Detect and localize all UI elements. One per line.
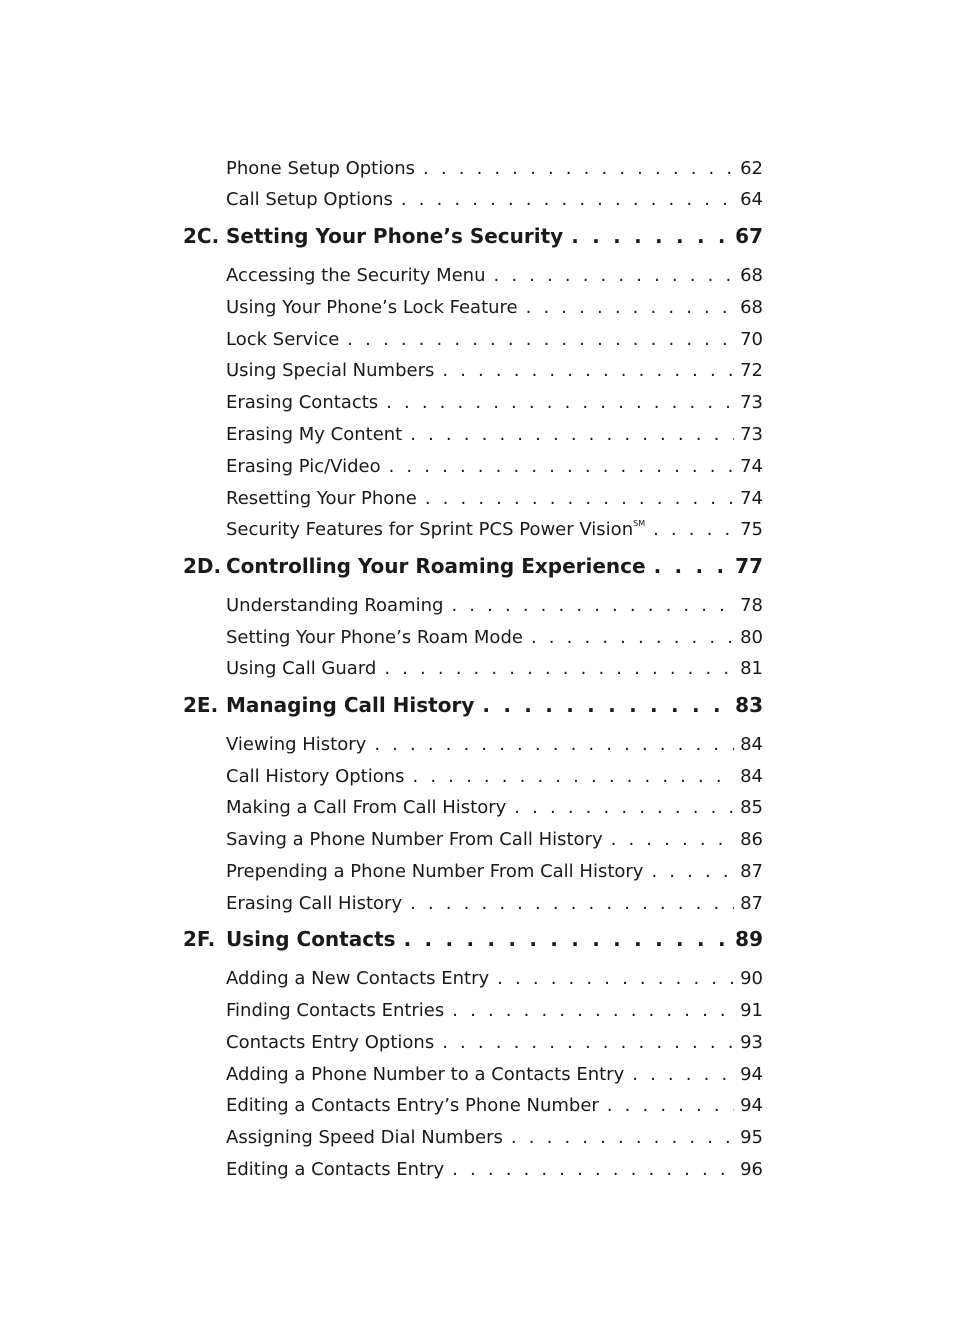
page-number: 85 <box>740 797 763 818</box>
toc-entry[interactable] <box>226 893 763 921</box>
toc-entry[interactable] <box>226 189 763 217</box>
page-number: 86 <box>740 829 763 850</box>
toc-section-heading[interactable] <box>183 224 763 252</box>
entry-label-text: Adding a New Contacts Entry <box>226 968 490 989</box>
toc-entry[interactable] <box>226 1095 763 1123</box>
dot-leader <box>386 392 734 413</box>
toc-entry[interactable] <box>226 1159 763 1187</box>
dot-leader <box>384 658 734 679</box>
entry-label-text: Controlling Your Roaming Experience <box>226 554 646 578</box>
entry-title <box>226 658 376 679</box>
page-number: 80 <box>740 627 763 648</box>
toc-entry[interactable] <box>226 766 763 794</box>
entry-label-text: Setting Your Phone’s Security <box>226 224 564 248</box>
dot-leader <box>451 595 734 616</box>
page-number: 73 <box>740 392 763 413</box>
page-number: 68 <box>740 265 763 286</box>
entry-label-text: Assigning Speed Dial Numbers <box>226 1127 503 1148</box>
entry-label-text: Editing a Contacts Entry <box>226 1159 445 1180</box>
page-number: 89 <box>735 927 763 951</box>
entry-label-text: Erasing Call History <box>226 893 403 914</box>
dot-leader <box>526 297 734 318</box>
dot-leader <box>497 968 734 989</box>
entry-label-text: Erasing Pic/Video <box>226 456 381 477</box>
entry-label-text: Security Features for Sprint PCS Power Vision <box>226 519 634 540</box>
entry-title <box>226 968 489 989</box>
page-number: 81 <box>740 658 763 679</box>
page-number: 94 <box>740 1095 763 1116</box>
toc-entry[interactable] <box>226 424 763 452</box>
entry-title <box>226 595 443 616</box>
page-number: 74 <box>740 456 763 477</box>
toc-section-heading[interactable] <box>183 693 763 721</box>
entry-label-text: Erasing Contacts <box>226 392 379 413</box>
page-number: 67 <box>735 224 763 248</box>
page-number: 87 <box>740 861 763 882</box>
entry-label-text: Using Your Phone’s Lock Feature <box>226 297 518 318</box>
entry-title <box>226 861 643 882</box>
entry-label-text: Managing Call History <box>226 693 475 717</box>
page-number: 90 <box>740 968 763 989</box>
page-number: 94 <box>740 1064 763 1085</box>
entry-label-text: Editing a Contacts Entry’s Phone Number <box>226 1095 599 1116</box>
dot-leader <box>452 1000 734 1021</box>
entry-title <box>226 456 381 477</box>
dot-leader <box>347 329 734 350</box>
dot-leader <box>653 519 734 540</box>
entry-title <box>226 265 486 286</box>
toc-entry[interactable] <box>226 1127 763 1155</box>
toc-entry[interactable] <box>226 265 763 293</box>
dot-leader <box>514 797 734 818</box>
section-title <box>226 554 646 578</box>
toc-section-heading[interactable] <box>183 927 763 955</box>
dot-leader <box>511 1127 734 1148</box>
entry-title <box>226 392 378 413</box>
entry-title <box>226 488 417 509</box>
service-mark: SM <box>633 519 646 528</box>
toc-entry[interactable] <box>226 658 763 686</box>
page-number: 91 <box>740 1000 763 1021</box>
toc-entry[interactable] <box>226 329 763 357</box>
entry-title <box>226 158 415 179</box>
page-number: 72 <box>740 360 763 381</box>
entry-label-text: Contacts Entry Options <box>226 1032 435 1053</box>
page-number: 83 <box>735 693 763 717</box>
entry-label-text: Call Setup Options <box>226 189 393 210</box>
dot-leader <box>389 456 735 477</box>
section-number: 2E. <box>183 693 219 717</box>
entry-label-text: Understanding Roaming <box>226 595 444 616</box>
page-number: 84 <box>740 766 763 787</box>
entry-title <box>226 297 518 318</box>
page-number: 64 <box>740 189 763 210</box>
dot-leader <box>611 829 734 850</box>
toc-section-heading[interactable] <box>183 554 763 582</box>
toc-entry[interactable] <box>226 488 763 516</box>
entry-title <box>226 734 366 755</box>
section-title <box>226 224 563 248</box>
dot-leader <box>442 1032 734 1053</box>
dot-leader <box>413 766 735 787</box>
entry-title <box>226 627 523 648</box>
dot-leader <box>651 861 734 882</box>
entry-title <box>226 893 402 914</box>
section-number: 2D. <box>183 554 222 578</box>
entry-label-text: Accessing the Security Menu <box>226 265 486 286</box>
dot-leader <box>531 627 734 648</box>
toc-entry[interactable] <box>226 360 763 388</box>
entry-label-text: Erasing My Content <box>226 424 403 445</box>
dot-leader <box>442 360 734 381</box>
entry-label-text: Saving a Phone Number From Call History <box>226 829 603 850</box>
entry-label-text: Phone Setup Options <box>226 158 416 179</box>
page-number: 73 <box>740 424 763 445</box>
entry-title <box>226 424 402 445</box>
toc-entry[interactable] <box>226 519 763 547</box>
entry-title <box>226 329 339 350</box>
section-title <box>226 927 396 951</box>
entry-label-text: Making a Call From Call History <box>226 797 507 818</box>
page-number: 93 <box>740 1032 763 1053</box>
page-number: 62 <box>740 158 763 179</box>
toc-entry[interactable] <box>226 1064 763 1092</box>
entry-title <box>226 766 405 787</box>
dot-leader <box>654 554 730 578</box>
page-number: 70 <box>740 329 763 350</box>
entry-label-text: Adding a Phone Number to a Contacts Entry <box>226 1064 625 1085</box>
toc-entry[interactable] <box>226 158 763 186</box>
entry-title <box>226 519 645 540</box>
dot-leader <box>410 893 734 914</box>
entry-label-text: Using Contacts <box>226 927 396 951</box>
page-number: 84 <box>740 734 763 755</box>
entry-label-text: Resetting Your Phone <box>226 488 417 509</box>
toc-entry[interactable] <box>226 1000 763 1028</box>
entry-label-text: Viewing History <box>226 734 367 755</box>
toc-entry[interactable] <box>226 392 763 420</box>
page-number: 75 <box>740 519 763 540</box>
entry-label-text: Call History Options <box>226 766 405 787</box>
page-number: 77 <box>735 554 763 578</box>
entry-title <box>226 1032 434 1053</box>
toc-entry[interactable] <box>226 829 763 857</box>
page-number: 78 <box>740 595 763 616</box>
dot-leader <box>401 189 734 210</box>
toc-entry[interactable] <box>226 1032 763 1060</box>
toc-entry[interactable] <box>226 797 763 825</box>
section-number: 2F. <box>183 927 216 951</box>
dot-leader <box>423 158 734 179</box>
entry-title <box>226 1064 624 1085</box>
entry-title <box>226 1159 444 1180</box>
entry-label-text: Using Special Numbers <box>226 360 435 381</box>
toc-entry[interactable] <box>226 595 763 623</box>
entry-title <box>226 829 603 850</box>
page-number: 87 <box>740 893 763 914</box>
dot-leader <box>494 265 735 286</box>
entry-title <box>226 1095 599 1116</box>
entry-label-text: Using Call Guard <box>226 658 377 679</box>
entry-label-text: Setting Your Phone’s Roam Mode <box>226 627 523 648</box>
dot-leader <box>374 734 734 755</box>
dot-leader <box>404 927 730 951</box>
page-number: 96 <box>740 1159 763 1180</box>
toc-entry[interactable] <box>226 861 763 889</box>
entry-title <box>226 797 506 818</box>
entry-label-text: Lock Service <box>226 329 340 350</box>
entry-title <box>226 1000 444 1021</box>
dot-leader <box>452 1159 734 1180</box>
entry-label-text: Prepending a Phone Number From Call History <box>226 861 644 882</box>
page-number: 68 <box>740 297 763 318</box>
dot-leader <box>607 1095 734 1116</box>
toc-entry[interactable] <box>226 734 763 762</box>
dot-leader <box>632 1064 734 1085</box>
page-number: 95 <box>740 1127 763 1148</box>
entry-title <box>226 189 393 210</box>
section-title <box>226 693 474 717</box>
dot-leader <box>425 488 734 509</box>
entry-label-text: Finding Contacts Entries <box>226 1000 445 1021</box>
entry-title <box>226 1127 503 1148</box>
page-number: 74 <box>740 488 763 509</box>
dot-leader <box>410 424 734 445</box>
dot-leader <box>482 693 729 717</box>
toc-entry[interactable] <box>226 968 763 996</box>
dot-leader <box>571 224 729 248</box>
section-number: 2C. <box>183 224 220 248</box>
toc-entry[interactable] <box>226 456 763 484</box>
entry-title <box>226 360 434 381</box>
toc-entry[interactable] <box>226 297 763 325</box>
toc-entry[interactable] <box>226 627 763 655</box>
